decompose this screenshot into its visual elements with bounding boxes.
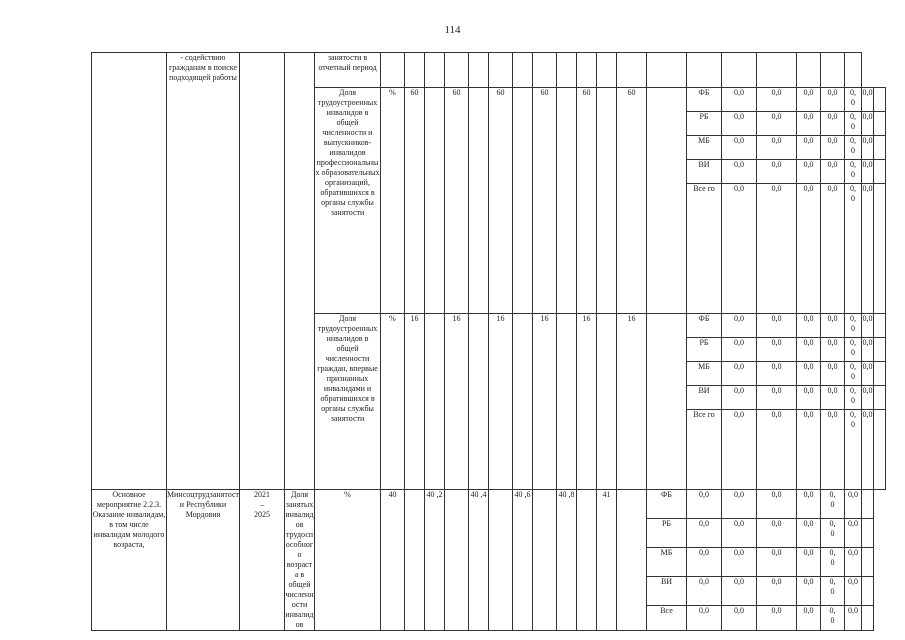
measure-value: 40 ,6 xyxy=(513,490,533,631)
value-cell: 0,0 xyxy=(757,314,797,338)
empty-cell xyxy=(874,338,886,362)
value-cell: 0,0 xyxy=(687,576,722,605)
spacer-cell xyxy=(557,88,577,314)
empty-cell xyxy=(381,53,405,88)
value-cell: 0,0 xyxy=(757,518,797,547)
value-cell: 0,0 xyxy=(797,338,821,362)
value-cell: 0,0 xyxy=(797,184,821,314)
value-cell: 0,0 xyxy=(722,338,757,362)
measure-value: 40 ,2 xyxy=(425,490,445,631)
value-cell: 0,0 xyxy=(757,112,797,136)
funding-source: ВИ xyxy=(687,386,722,410)
value-cell: 0,0 xyxy=(862,410,874,490)
indicator-value: 16 xyxy=(533,314,557,490)
empty-cell xyxy=(405,53,425,88)
spacer-cell xyxy=(425,314,445,490)
value-cell: 0,0 xyxy=(797,576,821,605)
measure-unit: % xyxy=(315,490,381,631)
indicator-value: 60 xyxy=(405,88,425,314)
value-cell: 0,0 xyxy=(862,314,874,338)
empty-cell xyxy=(597,53,617,88)
value-cell: 0,0 xyxy=(722,184,757,314)
funding-source: ФБ xyxy=(647,490,687,519)
table-row xyxy=(92,490,886,519)
empty-cell xyxy=(533,53,557,88)
funding-source: МБ xyxy=(687,362,722,386)
value-cell: 0,0 xyxy=(757,490,797,519)
spacer-cell xyxy=(469,88,489,314)
value-cell: 0,0 xyxy=(862,136,874,160)
value-cell: 0,0 xyxy=(821,160,845,184)
empty-cell xyxy=(513,53,533,88)
value-cell: 0,0 xyxy=(845,547,862,576)
indicator-unit: % xyxy=(381,314,405,490)
indicator-tail: занятости в отчетный период xyxy=(315,53,381,88)
value-cell: 0,0 xyxy=(797,314,821,338)
spacer-cell xyxy=(577,490,597,631)
value-cell: 0,0 xyxy=(845,576,862,605)
measure-period: 2021 – 2025 xyxy=(240,490,285,631)
value-cell: 0,0 xyxy=(797,88,821,112)
value-cell-split: 0, 0 xyxy=(845,136,862,160)
indicator-name: Доля трудоустроенных инвалидов в общей численности граждан, впервые признанных инвалидами и обратившихся в органы службы занятости xyxy=(315,314,381,490)
value-cell: 0,0 xyxy=(821,88,845,112)
empty-cell xyxy=(862,576,874,605)
empty-cell xyxy=(845,53,862,88)
indicator-unit: % xyxy=(381,88,405,314)
value-cell: 0,0 xyxy=(757,88,797,112)
funding-source: РБ xyxy=(687,338,722,362)
value-cell: 0,0 xyxy=(687,490,722,519)
executor-cell xyxy=(240,53,285,490)
spacer-cell xyxy=(489,490,513,631)
empty-cell xyxy=(874,386,886,410)
indicator-value: 16 xyxy=(445,314,469,490)
value-cell: 0,0 xyxy=(722,410,757,490)
value-cell-split: 0, 0 xyxy=(821,605,845,630)
spacer-cell xyxy=(533,490,557,631)
value-cell: 0,0 xyxy=(862,88,874,112)
value-cell: 0,0 xyxy=(797,160,821,184)
spacer-cell xyxy=(647,314,687,490)
funding-source: Все го xyxy=(687,410,722,490)
indicator-value: 60 xyxy=(489,88,513,314)
value-cell-split: 0, 0 xyxy=(845,410,862,490)
spacer-cell xyxy=(513,314,533,490)
value-cell: 0,0 xyxy=(845,605,862,630)
empty-cell xyxy=(557,53,577,88)
funding-source: МБ xyxy=(647,547,687,576)
value-cell: 0,0 xyxy=(722,314,757,338)
value-cell-split: 0, 0 xyxy=(845,88,862,112)
funding-source: ВИ xyxy=(647,576,687,605)
empty-cell xyxy=(862,518,874,547)
funding-source: МБ xyxy=(687,136,722,160)
value-cell: 0,0 xyxy=(722,88,757,112)
empty-cell xyxy=(469,53,489,88)
value-cell: 0,0 xyxy=(687,547,722,576)
value-cell: 0,0 xyxy=(757,386,797,410)
period-cell xyxy=(285,53,315,490)
spacer-cell xyxy=(597,88,617,314)
spacer-cell xyxy=(469,314,489,490)
value-cell-split: 0, 0 xyxy=(821,547,845,576)
table-row xyxy=(92,53,886,88)
indicator-value: 16 xyxy=(577,314,597,490)
empty-cell xyxy=(797,53,821,88)
value-cell: 0,0 xyxy=(845,490,862,519)
indicator-value: 16 xyxy=(617,314,647,490)
value-cell-split: 0, 0 xyxy=(821,518,845,547)
value-cell: 0,0 xyxy=(757,605,797,630)
funding-source: ВИ xyxy=(687,160,722,184)
empty-cell xyxy=(617,53,647,88)
spacer-cell xyxy=(445,490,469,631)
value-cell: 0,0 xyxy=(757,547,797,576)
value-cell-split: 0, 0 xyxy=(845,386,862,410)
value-cell-split: 0, 0 xyxy=(845,160,862,184)
value-cell: 0,0 xyxy=(797,518,821,547)
funding-source: Все xyxy=(647,605,687,630)
value-cell: 0,0 xyxy=(862,338,874,362)
empty-cell xyxy=(874,362,886,386)
value-cell: 0,0 xyxy=(821,410,845,490)
indicator-value: 60 xyxy=(445,88,469,314)
indicator-value: 16 xyxy=(405,314,425,490)
value-cell: 0,0 xyxy=(722,362,757,386)
funding-source: РБ xyxy=(647,518,687,547)
indicator-value: 60 xyxy=(577,88,597,314)
value-cell: 0,0 xyxy=(862,386,874,410)
indicator-value: 16 xyxy=(489,314,513,490)
empty-cell xyxy=(647,53,687,88)
spacer-cell xyxy=(597,314,617,490)
value-cell-split: 0, 0 xyxy=(821,490,845,519)
value-cell: 0,0 xyxy=(687,518,722,547)
indicator-name: Доля трудоустроенных инвалидов в общей численности и выпускников-инвалидов профессиональных образовательных организаций, обратившихся в органы службы занятости xyxy=(315,88,381,314)
value-cell: 0,0 xyxy=(722,112,757,136)
empty-cell xyxy=(862,605,874,630)
empty-cell xyxy=(425,53,445,88)
value-cell: 0,0 xyxy=(687,605,722,630)
value-cell: 0,0 xyxy=(757,184,797,314)
value-cell: 0,0 xyxy=(722,160,757,184)
value-cell: 0,0 xyxy=(821,112,845,136)
spacer-cell xyxy=(405,490,425,631)
empty-cell xyxy=(722,53,757,88)
empty-cell xyxy=(489,53,513,88)
value-cell: 0,0 xyxy=(797,547,821,576)
measure-value: 40 ,4 xyxy=(469,490,489,631)
value-cell: 0,0 xyxy=(757,576,797,605)
value-cell: 0,0 xyxy=(757,410,797,490)
empty-cell xyxy=(687,53,722,88)
value-cell: 0,0 xyxy=(845,518,862,547)
measure-title: Основное мероприятие 2.2.3. Оказание инвалидам, в том числе инвалидам молодого возраста, xyxy=(92,490,167,631)
value-cell: 0,0 xyxy=(821,314,845,338)
empty-cell xyxy=(874,184,886,314)
value-cell: 0,0 xyxy=(757,160,797,184)
funding-source: Все го xyxy=(687,184,722,314)
value-cell: 0,0 xyxy=(722,518,757,547)
value-cell: 0,0 xyxy=(797,605,821,630)
value-cell-split: 0, 0 xyxy=(845,362,862,386)
value-cell: 0,0 xyxy=(722,136,757,160)
empty-cell xyxy=(874,160,886,184)
value-cell: 0,0 xyxy=(722,605,757,630)
measure-value: 40 ,8 xyxy=(557,490,577,631)
value-cell: 0,0 xyxy=(757,136,797,160)
page-number: 114 xyxy=(444,24,461,36)
empty-cell xyxy=(874,410,886,490)
empty-cell xyxy=(757,53,797,88)
spacer-cell xyxy=(557,314,577,490)
value-cell: 0,0 xyxy=(722,547,757,576)
value-cell: 0,0 xyxy=(797,112,821,136)
measure-executor: Минсоцтрудзанятости Республики Мордовия xyxy=(167,490,240,631)
value-cell-split: 0, 0 xyxy=(845,338,862,362)
value-cell: 0,0 xyxy=(821,184,845,314)
number-cell xyxy=(92,53,167,490)
spacer-cell xyxy=(425,88,445,314)
measure-cell: - содействию гражданам в поиске подходящей работы xyxy=(167,53,240,490)
indicator-value: 60 xyxy=(533,88,557,314)
empty-cell xyxy=(445,53,469,88)
empty-cell xyxy=(821,53,845,88)
value-cell: 0,0 xyxy=(797,410,821,490)
funding-source: ФБ xyxy=(687,88,722,112)
value-cell: 0,0 xyxy=(821,362,845,386)
value-cell: 0,0 xyxy=(757,338,797,362)
empty-cell xyxy=(874,112,886,136)
indicator-value: 60 xyxy=(617,88,647,314)
value-cell: 0,0 xyxy=(862,112,874,136)
value-cell-split: 0, 0 xyxy=(845,314,862,338)
measure-value: 40 xyxy=(381,490,405,631)
empty-cell xyxy=(862,547,874,576)
value-cell: 0,0 xyxy=(821,386,845,410)
value-cell: 0,0 xyxy=(722,490,757,519)
funding-source: ФБ xyxy=(687,314,722,338)
measure-indicator: Доля занятых инвалидов трудоспособного возраста в общей численности инвалидов xyxy=(285,490,314,629)
value-cell: 0,0 xyxy=(862,362,874,386)
value-cell: 0,0 xyxy=(821,136,845,160)
value-cell: 0,0 xyxy=(797,136,821,160)
value-cell-split: 0, 0 xyxy=(845,112,862,136)
value-cell: 0,0 xyxy=(722,576,757,605)
value-cell: 0,0 xyxy=(862,184,874,314)
value-cell: 0,0 xyxy=(797,386,821,410)
spacer-cell xyxy=(513,88,533,314)
empty-cell xyxy=(874,88,886,112)
program-table xyxy=(91,52,886,631)
empty-cell xyxy=(874,136,886,160)
value-cell-split: 0, 0 xyxy=(845,184,862,314)
value-cell: 0,0 xyxy=(797,362,821,386)
funding-source: РБ xyxy=(687,112,722,136)
spacer-cell xyxy=(647,88,687,314)
value-cell: 0,0 xyxy=(722,386,757,410)
empty-cell xyxy=(862,490,874,519)
empty-cell xyxy=(577,53,597,88)
empty-cell xyxy=(874,314,886,338)
value-cell: 0,0 xyxy=(821,338,845,362)
value-cell-split: 0, 0 xyxy=(821,576,845,605)
value-cell: 0,0 xyxy=(757,362,797,386)
value-cell: 0,0 xyxy=(797,490,821,519)
spacer-cell xyxy=(617,490,647,631)
measure-value: 41 xyxy=(597,490,617,631)
value-cell: 0,0 xyxy=(862,160,874,184)
